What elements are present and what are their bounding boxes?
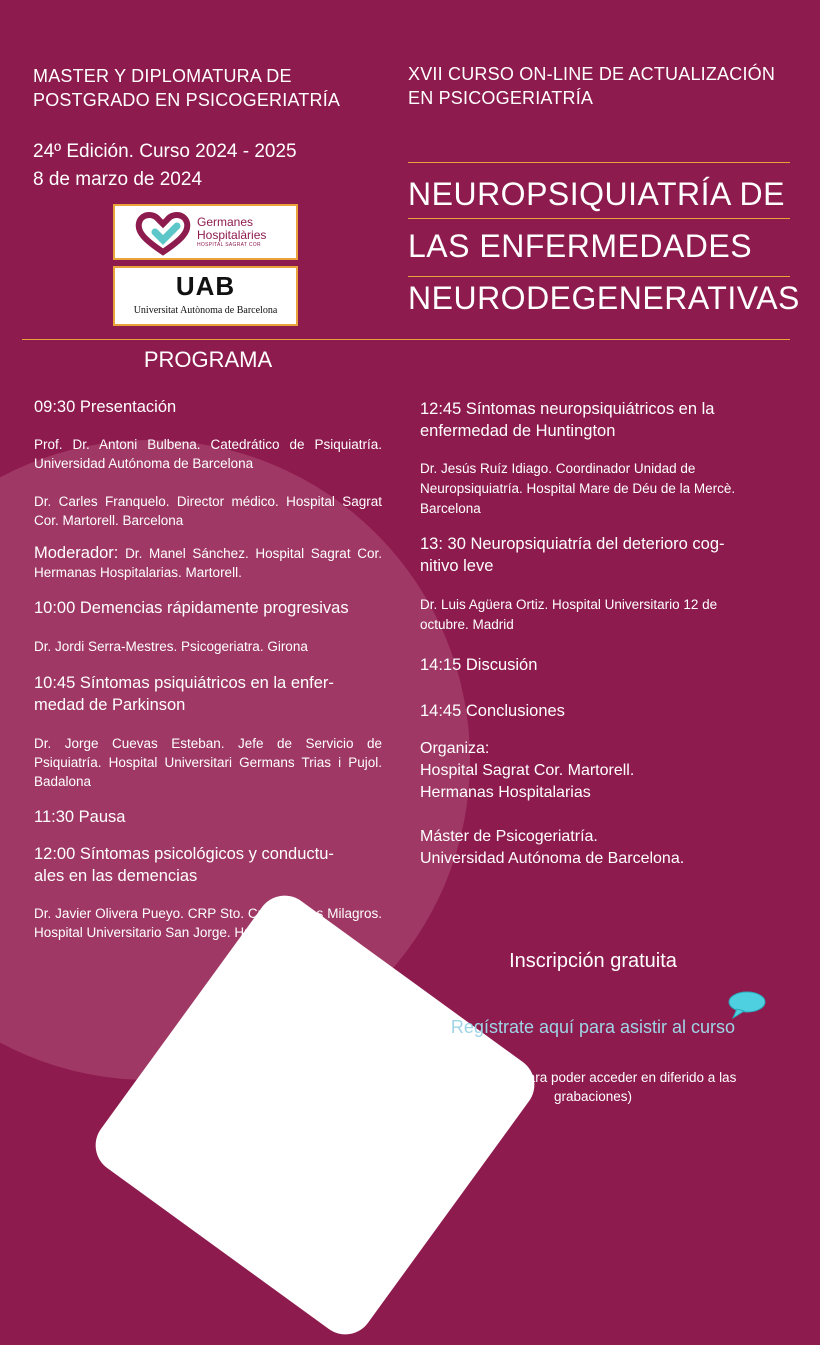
edition-text: 24º Edición. Curso 2024 - 2025 (33, 141, 297, 162)
speaker-info: Dr. Jesús Ruíz Idiago. Coordinador Unidad de Neuropsiquiatría. Hospital Mare de Déu de la Mercè. Barcelona (420, 461, 736, 516)
gh-logo-text (197, 216, 266, 242)
speaker-info: Dr. Javier Olivera Pueyo. CRP Sto. Cristo de los Milagros. Hospital Universitario San Jorge. Huesca (34, 906, 382, 940)
moderator-info (34, 544, 382, 582)
master-heading-line1: MASTER Y DIPLOMATURA DE (33, 66, 292, 86)
moderator-text: Dr. Manel Sánchez. Hospital Sagrat Cor. Hermanas Hospitalarias. Martorell. (34, 546, 382, 580)
uab-logo-mark: UAB (175, 271, 236, 301)
session-time-title: 12:00 Síntomas psicológicos y conductu- (34, 845, 334, 863)
title-line3: NEURODEGENERATIVAS (408, 280, 800, 316)
free-registration-heading: Inscripción gratuita (509, 950, 677, 972)
title-rule-1 (408, 218, 790, 219)
session-time-title: 14:45 Conclusiones (420, 702, 565, 720)
organizer-line: Hospital Sagrat Cor. Martorell. (420, 762, 635, 779)
uab-logo (113, 266, 298, 326)
session-time-title: enfermedad de Huntington (420, 422, 616, 440)
moderator-label: Moderador: (34, 544, 119, 562)
speaker-info: Dr. Luis Agüera Ortiz. Hospital Universitario 12 de octubre. Madrid (420, 597, 718, 632)
uab-logo-text: Universitat Autònoma de Barcelona (133, 305, 278, 316)
register-link[interactable]: Regístrate aquí para asistir al curso (450, 1017, 736, 1037)
title-line2: LAS ENFERMEDADES (408, 228, 753, 264)
germanes-hospitalaries-logo (113, 204, 298, 260)
course-heading-line2: EN PSICOGERIATRÍA (408, 88, 594, 108)
section-divider (22, 339, 790, 340)
session-time-title: 09:30 Presentación (34, 398, 177, 416)
recording-note: (Inscríbase para poder acceder en diferido a las grabaciones) (449, 1070, 737, 1104)
course-heading (408, 62, 775, 110)
title-line1: NEUROPSIQUIATRÍA DE (408, 176, 785, 212)
speaker-info: Dr. Carles Franquelo. Director médico. Hospital Sagrat Cor. Martorell. Barcelona (34, 494, 382, 528)
session-time-title: 10:45 Síntomas psiquiátricos en la enfer- (34, 674, 334, 692)
heart-logo-icon (133, 210, 193, 256)
programa-heading: PROGRAMA (143, 347, 273, 372)
event-date: 8 de marzo de 2024 (33, 169, 203, 190)
speaker-info: Prof. Dr. Antoni Bulbena. Catedrático de Psiquiatría. Universidad Autónoma de Barcelona (34, 437, 382, 471)
session-time-title: 13: 30 Neuropsiquiatría del deterioro cog- (420, 535, 725, 553)
speaker-info: Dr. Jordi Serra-Mestres. Psicogeriatra. Girona (34, 639, 308, 654)
session-time-title: 10:00 Demencias rápidamente progresivas (34, 599, 349, 617)
program-left-column (34, 396, 382, 942)
session-time-title: ales en las demencias (34, 867, 198, 885)
organizers-label: Organiza: (420, 740, 490, 757)
organizer-line: Máster de Psicogeriatría. (420, 828, 598, 845)
organizer-line: Hermanas Hospitalarias (420, 784, 591, 801)
session-time-title: nitivo leve (420, 557, 494, 575)
program-right-column (420, 398, 760, 870)
edition-block (33, 138, 297, 194)
title-rule-2 (408, 276, 790, 277)
course-heading-line1: XVII CURSO ON-LINE DE ACTUALIZACIÓN (408, 64, 776, 84)
master-heading-line2: POSTGRADO EN PSICOGERIATRÍA (33, 90, 341, 110)
speaker-info: Dr. Jorge Cuevas Esteban. Jefe de Servicio de Psiquiatría. Hospital Universitari Germans Trias i Pujol. Badalona (34, 736, 382, 789)
gh-logo-subtext: HOSPITAL SAGRAT COR (197, 242, 261, 248)
session-time-title: 14:15 Discusión (420, 656, 538, 674)
session-time-title: medad de Parkinson (34, 696, 186, 714)
gh-logo-line1: Germanes (197, 215, 254, 229)
session-time-title: 11:30 Pausa (34, 808, 126, 826)
organizer-line: Universidad Autónoma de Barcelona. (420, 850, 685, 867)
session-time-title: 12:45 Síntomas neuropsiquiátricos en la (420, 400, 715, 418)
speech-bubble-icon (725, 990, 767, 1020)
master-heading (33, 64, 340, 112)
organizers-block (420, 738, 760, 870)
gh-logo-line2: Hospitalàries (197, 228, 267, 242)
title-rule-top (408, 162, 790, 163)
